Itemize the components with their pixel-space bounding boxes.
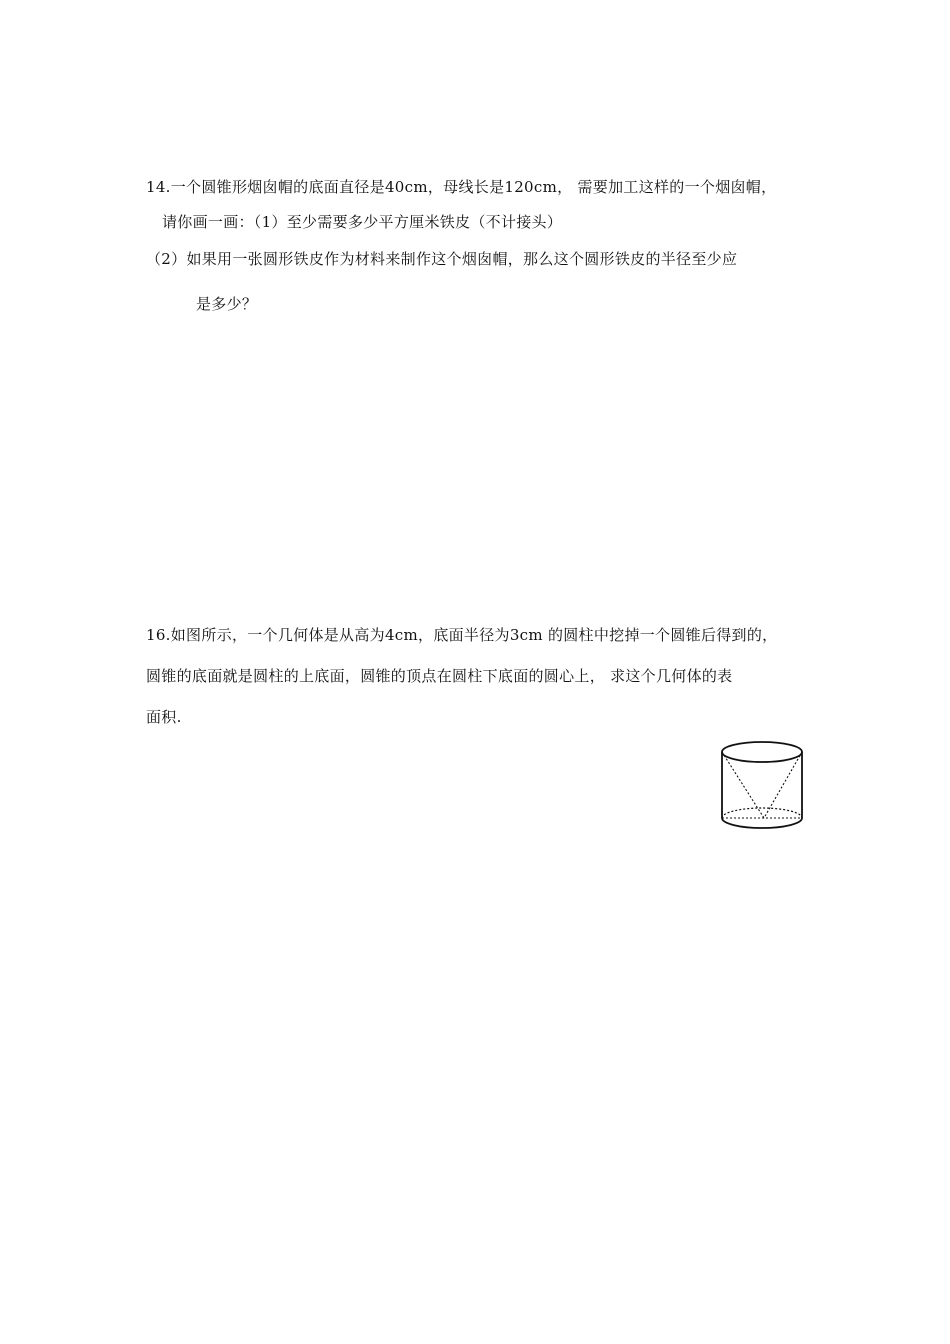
cylinder-bottom-back-arc: [722, 808, 802, 818]
problem-16-statement-line-3: 面积.: [146, 708, 182, 726]
cylinder-bottom-front-arc: [722, 818, 802, 828]
problem-14-statement: 14.一个圆锥形烟囱帽的底面直径是40cm，母线长是120cm， 需要加工这样的一个烟囱帽，: [146, 178, 777, 196]
problem-14-part-2: （2）如果用一张圆形铁皮作为材料来制作这个烟囱帽，那么这个圆形铁皮的半径至少应: [146, 250, 738, 268]
problem-14-part-2-continued: 是多少？: [196, 295, 258, 313]
problem-16-statement-line-1: 16.如图所示，一个几何体是从高为4cm，底面半径为3cm 的圆柱中挖掉一个圆锥后得到的，: [146, 626, 778, 644]
cylinder-with-inscribed-cone-icon: [716, 738, 808, 832]
problem-16-statement-line-2: 圆锥的底面就是圆柱的上底面，圆锥的顶点在圆柱下底面的圆心上， 求这个几何体的表: [146, 667, 733, 685]
cylinder-top-ellipse: [722, 742, 802, 762]
problem-14-part-1: 请你画一画：（1）至少需要多少平方厘米铁皮（不计接头）: [162, 213, 563, 231]
